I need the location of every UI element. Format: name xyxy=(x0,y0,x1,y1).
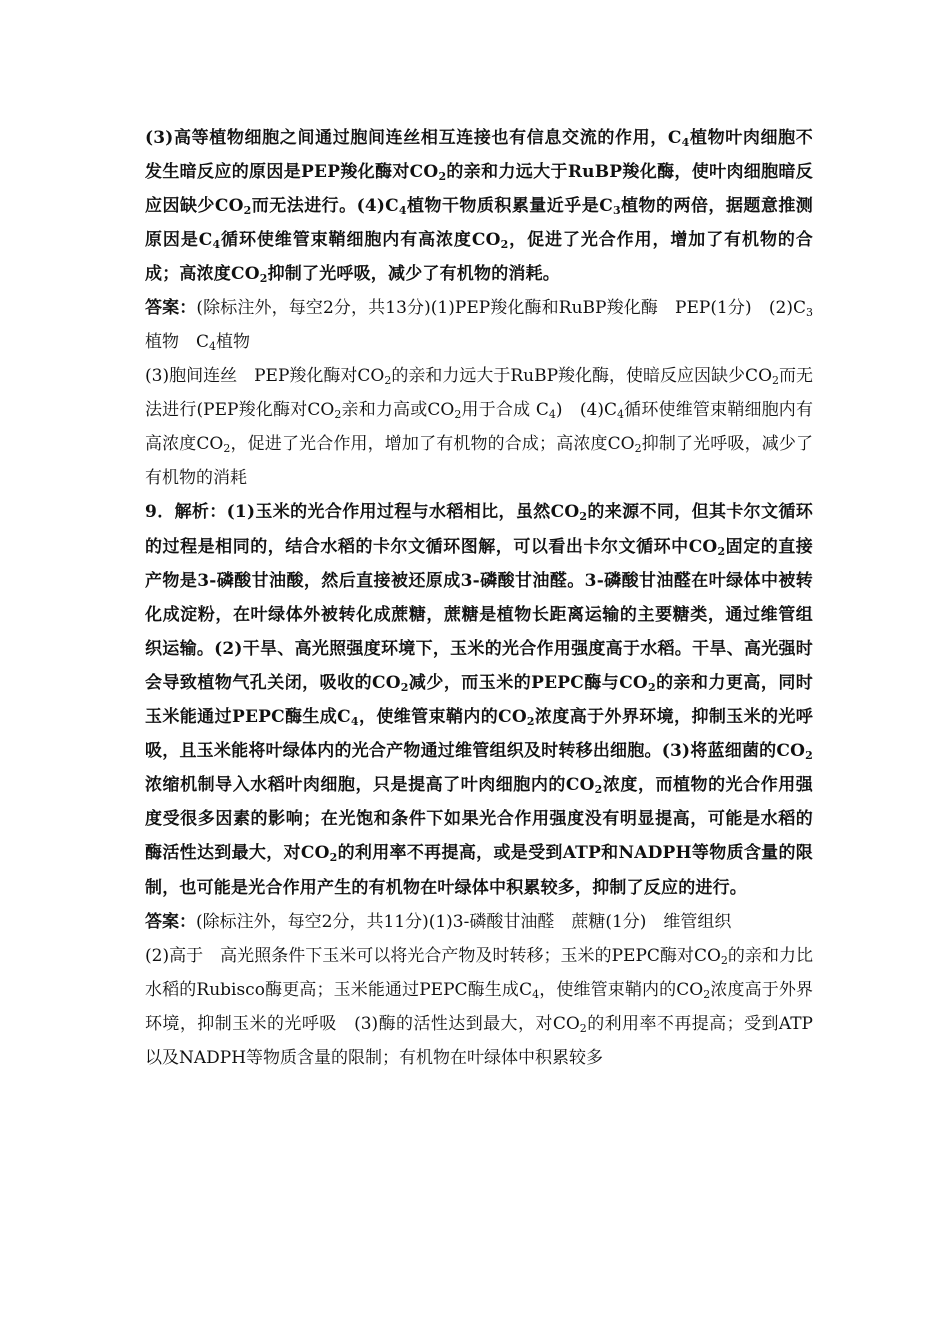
text-run: (3)胞间连丝 PEP羧化酶对CO xyxy=(145,366,385,387)
subscript: 2 xyxy=(703,987,711,1001)
text-run: 亲和力高或CO xyxy=(341,400,455,421)
text-run: 植物的两倍，据题意推测原因是C xyxy=(145,196,813,251)
subscript: 2 xyxy=(384,374,392,388)
q9-answer xyxy=(145,905,813,939)
subscript: 4 xyxy=(532,987,540,1001)
text-run: 固定的直接产物是3-磷酸甘油酸，然后直接被还原成3-磷酸甘油醛。3-磷酸甘油醛在叶绿体中被转化成淀粉，在叶绿体外被转化成蔗糖，蔗糖是植物长距离运输的主要糖类，通过维管组织运输。(2)干旱、高光照强度环境下，玉米的光合作用强度高于水稻。干旱、高光强时会导致植物气孔关闭，吸收的CO xyxy=(145,536,814,693)
subscript: 4 xyxy=(212,238,221,252)
text-run: 浓度高于外界环境，抑制玉米的光呼吸，且玉米能将叶绿体内的光合产物通过维管组织及时转移出细胞。(3)将蓝细菌的CO xyxy=(145,707,813,762)
text-run: 植物干物质积累量近乎是C xyxy=(406,196,613,217)
subscript: 2 xyxy=(634,442,642,456)
text-run: 抑制了光呼吸，减少了有机物的消耗 xyxy=(145,434,813,489)
subscript: 2 xyxy=(526,715,535,729)
text-run: 循环使维管束鞘细胞内有高浓度CO xyxy=(220,230,501,251)
answer-label: 答案： xyxy=(145,298,197,319)
text-run: 的亲和力比水稻的Rubisco酶更高；玉米能通过PEPC酶生成C xyxy=(145,945,814,1000)
text-run: 的来源不同，但其卡尔文循环的过程是相同的，结合水稻的卡尔文循环图解，可以看出卡尔文循环中CO xyxy=(145,502,813,557)
subscript: 2 xyxy=(720,953,728,967)
text-run: 植物 C xyxy=(145,332,210,353)
text-run: ，使维管束鞘内的CO xyxy=(539,979,704,1000)
subscript: 2 xyxy=(647,680,656,694)
subscript: 2 xyxy=(579,1021,587,1035)
subscript: 4 xyxy=(616,408,624,422)
text-run: (除标注外，每空2分，共13分)(1)PEP羧化酶和RuBP羧化酶 PEP(1分) (2)C xyxy=(196,298,807,319)
subscript: 2 xyxy=(772,374,780,388)
text-run: 循环使维管束鞘细胞内有高浓度CO xyxy=(145,400,813,455)
text-run: 的亲和力远大于RuBP羧化酶，使暗反应因缺少CO xyxy=(391,366,773,387)
text-run: 的利用率不再提高；受到ATP以及NADPH等物质含量的限制；有机物在叶绿体中积累较多 xyxy=(145,1013,813,1068)
text-run: (3)高等植物细胞之间通过胞间连丝相互连接也有信息交流的作用，C xyxy=(145,128,682,148)
document-page xyxy=(145,121,813,1075)
subscript: 2 xyxy=(579,510,588,524)
q8-answer-continued xyxy=(145,359,813,495)
subscript: 2 xyxy=(438,170,447,184)
text-run: 抑制了光呼吸，减少了有机物的消耗。 xyxy=(267,264,561,285)
subscript: 2 xyxy=(500,238,509,252)
subscript: 2 xyxy=(223,442,231,456)
text-run: 减少，而玉米的PEPC酶与CO xyxy=(408,672,648,693)
text-run: 的亲和力更高，同时玉米能通过PEPC酶生成C xyxy=(145,672,813,728)
subscript: 2 xyxy=(805,749,813,763)
subscript: 2 xyxy=(334,408,342,422)
q8-answer xyxy=(145,291,813,359)
text-run: 浓度高于外界环境，抑制玉米的光呼吸 (3)酶的活性达到最大，对CO xyxy=(145,979,813,1034)
text-run: 的亲和力远大于RuBP羧化酶，使叶肉细胞暗反应因缺少CO xyxy=(145,162,813,217)
subscript: 4 xyxy=(398,204,407,218)
answer-label: 答案： xyxy=(145,911,196,932)
subscript: 2 xyxy=(594,783,603,797)
text-run: ，促进了光合作用，增加了有机物的合成；高浓度CO xyxy=(230,434,635,455)
subscript: 4 xyxy=(209,340,217,354)
text-run: 浓缩机制导入水稻叶肉细胞，只是提高了叶肉细胞内的CO xyxy=(145,775,595,796)
text-run: (除标注外，每空2分，共11分)(1)3-磷酸甘油醛 蔗糖(1分) 维管组织 xyxy=(196,911,732,932)
text-run: 浓度，而植物的光合作用强度受很多因素的影响；在光饱和条件下如果光合作用强度没有明显提高，可能是水稻的酶活性达到最大，对CO xyxy=(145,775,813,864)
q8-explanation xyxy=(145,121,813,291)
subscript: 4 xyxy=(350,715,359,729)
text-run: 的利用率不再提高，或是受到ATP和NADPH等物质含量的限制，也可能是光合作用产生的有机物在叶绿体中积累较多，抑制了反应的进行。 xyxy=(145,843,813,898)
subscript: 2 xyxy=(259,272,268,286)
subscript: 2 xyxy=(329,851,338,865)
subscript: 3 xyxy=(806,306,814,320)
subscript: 4 xyxy=(681,136,690,149)
subscript: 4 xyxy=(548,408,556,422)
subscript: 3 xyxy=(612,204,621,218)
text-run: ，促进了光合作用，增加了有机物的合成；高浓度CO xyxy=(145,230,813,285)
subscript: 2 xyxy=(717,544,726,558)
q9-answer-continued xyxy=(145,939,813,1075)
text-run: 而无法进行(PEP羧化酶对CO xyxy=(145,366,814,421)
text-run: 用于合成 C xyxy=(461,400,549,421)
subscript: 2 xyxy=(454,408,462,422)
text-run: 而无法进行。(4)C xyxy=(251,196,399,217)
subscript: 2 xyxy=(243,204,252,218)
subscript: 2 xyxy=(400,680,409,694)
text-run: ) (4)C xyxy=(555,400,617,421)
text-run: (1)玉米的光合作用过程与水稻相比，虽然CO xyxy=(226,502,580,523)
q9-explanation xyxy=(145,495,813,904)
text-run: ，使维管束鞘内的CO xyxy=(358,707,527,728)
question-number: 9．解析： xyxy=(145,502,227,523)
text-run: 植物 xyxy=(216,332,251,353)
text-run: (2)高于 高光照条件下玉米可以将光合产物及时转移；玉米的PEPC酶对CO xyxy=(145,945,721,966)
text-run: 植物叶肉细胞不发生暗反应的原因是PEP羧化酶对CO xyxy=(145,128,813,183)
